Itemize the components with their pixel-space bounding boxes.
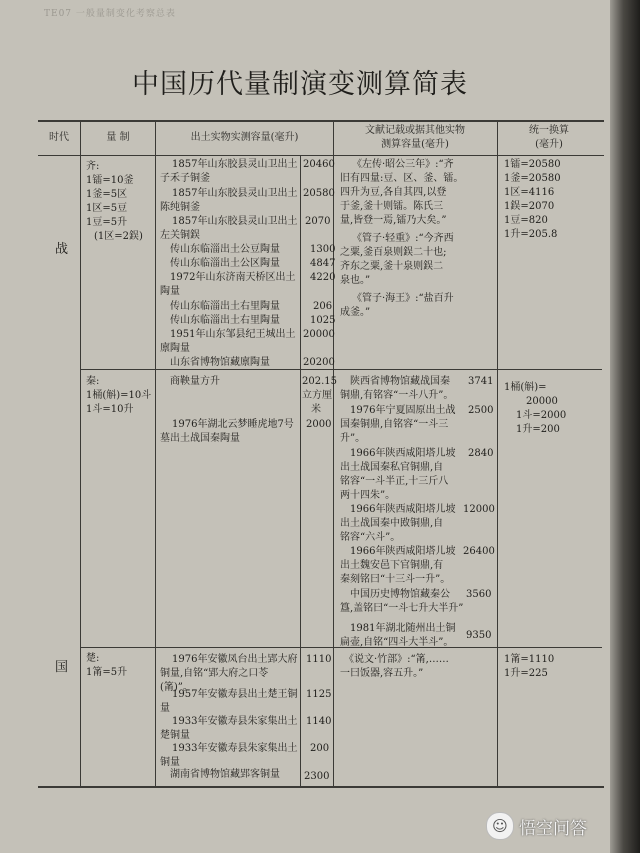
qin-literature-value: 3560 bbox=[466, 589, 492, 600]
qi-object-value: 20200 bbox=[303, 357, 335, 368]
qin-literature-line: 秦刻铭曰“十三斗一升”。 bbox=[340, 574, 451, 585]
chu-literature-line: 一曰饭器,容五升。” bbox=[340, 668, 424, 679]
qin-literature-value: 26400 bbox=[463, 546, 495, 557]
qin-unified-line: 1升=200 bbox=[516, 424, 560, 435]
qi-object-value: 20000 bbox=[303, 329, 335, 340]
qi-system-line: 齐: bbox=[86, 161, 100, 172]
table-bottom-rule bbox=[38, 786, 604, 788]
book-spine bbox=[610, 0, 640, 853]
qin-literature-line: 出土战国秦私官铜鼎,自 bbox=[340, 462, 444, 473]
watermark bbox=[486, 812, 587, 840]
qi-object-line: 1857年山东胶县灵山卫出土 bbox=[172, 188, 298, 199]
qin-system-line: 1桶(斛)=10斗 bbox=[86, 390, 152, 401]
qi-object-line: 1857年山东胶县灵山卫出土 bbox=[172, 159, 298, 170]
qi-object-line: 传山东临淄出土公豆陶量 bbox=[170, 244, 280, 255]
bleed-through-text: TE07 一般量制变化考察总表 bbox=[44, 9, 176, 19]
qi-literature-line: 于釜,釜十则镭。陈氏三 bbox=[340, 201, 444, 212]
header-unified-2: (毫升) bbox=[535, 139, 563, 150]
qin-literature-value: 9350 bbox=[466, 630, 492, 641]
qi-object-line: 1857年山东胶县灵山卫出土 bbox=[172, 216, 298, 227]
qin-literature-line: 扁壶,自铭“四斗大半斗”。 bbox=[340, 637, 454, 648]
chu-object-line: 铜量,自铭“郢大府之口苓 bbox=[160, 668, 269, 679]
chu-object-value: 200 bbox=[310, 743, 330, 754]
header-bottom-rule bbox=[38, 155, 604, 156]
qi-object-line: 廪陶量 bbox=[160, 343, 190, 354]
qi-object-line: 传山东临淄出土公区陶量 bbox=[170, 258, 280, 269]
chu-system-line: 楚: bbox=[86, 653, 100, 664]
qi-unified-line: 1鋘=2070 bbox=[504, 201, 555, 212]
watermark-text: 悟空问答 bbox=[519, 818, 587, 839]
qin-object-line: 1976年湖北云梦睡虎地7号 bbox=[172, 419, 294, 430]
qi-object-value: 20460 bbox=[303, 159, 335, 170]
qin-literature-line: 中国历史博物馆藏秦公 bbox=[350, 589, 450, 600]
col-rule-era bbox=[80, 120, 81, 787]
col-rule-excavated-value bbox=[300, 156, 301, 787]
qin-literature-line: 铭容“一斗半正,十三斤八 bbox=[340, 476, 449, 487]
qin-literature-line: 铭容“六斗”。 bbox=[340, 532, 401, 543]
qin-literature-line: 两十四朱”。 bbox=[340, 490, 396, 501]
page-title: 中国历代量制演变测算简表 bbox=[132, 69, 468, 100]
qin-literature-line: 升”。 bbox=[340, 433, 366, 444]
qi-object-line: 左关铜鋘 bbox=[160, 230, 200, 241]
qi-literature-line: 《管子·海王》:“盐百升 bbox=[352, 293, 454, 304]
qi-unified-line: 1镭=20580 bbox=[504, 159, 561, 170]
qin-literature-value: 3741 bbox=[468, 376, 494, 387]
qi-unified-line: 1釜=20580 bbox=[504, 173, 561, 184]
qi-object-line: 传山东临淄出土右里陶量 bbox=[170, 315, 280, 326]
chu-system-line: 1筩=5升 bbox=[86, 667, 128, 678]
qi-object-line: 1972年山东济南天桥区出土 bbox=[170, 272, 296, 283]
qi-object-line: 山东省博物馆藏廪陶量 bbox=[170, 357, 270, 368]
qi-unified-line: 1豆=820 bbox=[504, 215, 548, 226]
chu-object-line: 量 bbox=[160, 703, 170, 714]
chu-unified-line: 1筩=1110 bbox=[504, 654, 555, 665]
era-label-zhan: 战 bbox=[55, 242, 69, 257]
header-era: 时代 bbox=[49, 132, 69, 143]
qi-object-value: 4847 bbox=[310, 258, 336, 269]
qin-object-line: 商鞅量方升 bbox=[170, 376, 220, 387]
qin-literature-line: 1966年陕西咸阳塔儿坡 bbox=[350, 546, 456, 557]
qin-system-line: 秦: bbox=[86, 376, 100, 387]
qi-object-line: 陶量 bbox=[160, 286, 180, 297]
qi-system-line: (1区=2鋘) bbox=[94, 231, 143, 242]
qi-object-line: 1951年山东邹县纪王城出土 bbox=[170, 329, 296, 340]
qin-literature-line: 簋,盖铭曰“一斗七升大半升” bbox=[340, 603, 464, 614]
qi-object-value: 20580 bbox=[303, 188, 335, 199]
qi-system-line: 1区=5豆 bbox=[86, 203, 128, 214]
chu-object-value: 1140 bbox=[306, 716, 332, 727]
qin-literature-value: 2500 bbox=[468, 405, 494, 416]
header-excavated: 出土实物实测容量(毫升) bbox=[190, 132, 299, 143]
header-unified-1: 统一换算 bbox=[529, 125, 569, 136]
col-rule-system bbox=[155, 120, 156, 787]
chu-object-value: 1125 bbox=[306, 689, 332, 700]
qi-object-value: 4220 bbox=[310, 272, 336, 283]
qi-object-line: 子禾子铜釜 bbox=[160, 173, 210, 184]
qin-literature-line: 铜鼎,有铭容“一斗八升”。 bbox=[340, 390, 454, 401]
qi-literature-line: 旧有四量:豆、区、釜、镭。 bbox=[340, 173, 464, 184]
era-label-guo: 国 bbox=[55, 660, 69, 675]
chu-unified-line: 1升=225 bbox=[504, 668, 548, 679]
qin-object-unit: 立方厘 bbox=[302, 390, 332, 401]
qi-literature-line: 四升为豆,各自其四,以登 bbox=[340, 187, 447, 198]
qin-literature-line: 出土战国秦中敃铜鼎,自 bbox=[340, 518, 444, 529]
qi-system-line: 1镭=10釜 bbox=[86, 175, 134, 186]
chu-object-line: 1933年安徽寿县朱家集出土 bbox=[172, 716, 298, 727]
col-rule-literature bbox=[497, 120, 498, 787]
qi-literature-line: 泉也。” bbox=[340, 275, 371, 286]
chu-literature-line: 《说文·竹部》:“筩,…… bbox=[344, 654, 449, 665]
qi-literature-line: 《管子·轻重》:“今齐西 bbox=[352, 233, 454, 244]
qin-object-line: 墓出土战国秦陶量 bbox=[160, 433, 240, 444]
chu-object-line: 铜量 bbox=[160, 757, 180, 768]
qin-literature-line: 陕西省博物馆藏战国秦 bbox=[350, 376, 450, 387]
qin-system-line: 1斗=10升 bbox=[86, 404, 134, 415]
qin-literature-line: 1966年陕西咸阳塔儿坡 bbox=[350, 504, 456, 515]
chu-object-value: 1110 bbox=[306, 654, 332, 665]
chu-object-line: 1957年安徽寿县出土楚王铜 bbox=[172, 689, 298, 700]
row-rule-qin bbox=[80, 369, 602, 370]
chu-object-line: 楚铜量 bbox=[160, 730, 190, 741]
qin-unified-line: 1桶(斛)= bbox=[504, 382, 547, 393]
chat-bubble-icon: ☺ bbox=[486, 812, 514, 840]
qin-unified-line: 20000 bbox=[526, 396, 558, 407]
qin-unified-line: 1斗=2000 bbox=[516, 410, 567, 421]
table-top-rule bbox=[38, 120, 604, 122]
qin-literature-line: 1976年宁夏固原出土战 bbox=[350, 405, 456, 416]
chu-object-line: (筩)”。 bbox=[160, 682, 193, 693]
qi-object-line: 传山东临淄出土右里陶量 bbox=[170, 301, 280, 312]
col-rule-excavated bbox=[333, 120, 334, 787]
qin-literature-line: 国秦铜鼎,自铭容“一斗三 bbox=[340, 419, 449, 430]
qi-literature-line: 《左传·昭公三年》:“齐 bbox=[352, 159, 454, 170]
qi-system-line: 1豆=5升 bbox=[86, 217, 128, 228]
qi-unified-line: 1升=205.8 bbox=[504, 229, 558, 240]
qin-literature-line: 出土魏安邑下官铜鼎,有 bbox=[340, 560, 444, 571]
qi-object-value: 2070 bbox=[305, 216, 331, 227]
chu-object-line: 1933年安徽寿县朱家集出土 bbox=[172, 743, 298, 754]
qi-object-value: 1025 bbox=[310, 315, 336, 326]
chu-object-line: 1976年安徽凤台出土郢大府 bbox=[172, 654, 298, 665]
chu-object-line: 湖南省博物馆藏郢客铜量 bbox=[170, 769, 280, 780]
qi-literature-line: 齐东之粟,釜十泉则鋘二 bbox=[340, 261, 444, 272]
qin-literature-value: 2840 bbox=[468, 448, 494, 459]
qi-literature-line: 之粟,釜百泉则鋘二十也; bbox=[340, 247, 447, 258]
qi-object-value: 206 bbox=[313, 301, 333, 312]
qin-object-value: 202.15 bbox=[302, 376, 337, 387]
header-literature-1: 文献记载或据其他实物 bbox=[365, 125, 465, 136]
header-system: 量 制 bbox=[106, 132, 130, 143]
qi-object-value: 1300 bbox=[310, 244, 336, 255]
qin-literature-line: 1981年湖北随州出土铜 bbox=[350, 623, 456, 634]
qin-literature-value: 12000 bbox=[463, 504, 495, 515]
qi-system-line: 1釜=5区 bbox=[86, 189, 128, 200]
qin-object-unit: 米 bbox=[311, 404, 321, 415]
qi-unified-line: 1区=4116 bbox=[504, 187, 555, 198]
qin-literature-line: 1966年陕西咸阳塔儿坡 bbox=[350, 448, 456, 459]
chu-object-value: 2300 bbox=[304, 771, 330, 782]
qin-object-value: 2000 bbox=[306, 419, 332, 430]
header-literature-2: 测算容量(毫升) bbox=[381, 139, 449, 150]
qi-literature-line: 成釜。” bbox=[340, 307, 371, 318]
qi-object-line: 陈纯铜釜 bbox=[160, 202, 200, 213]
qi-literature-line: 量,皆登一焉,镭乃大矣。” bbox=[340, 215, 447, 226]
